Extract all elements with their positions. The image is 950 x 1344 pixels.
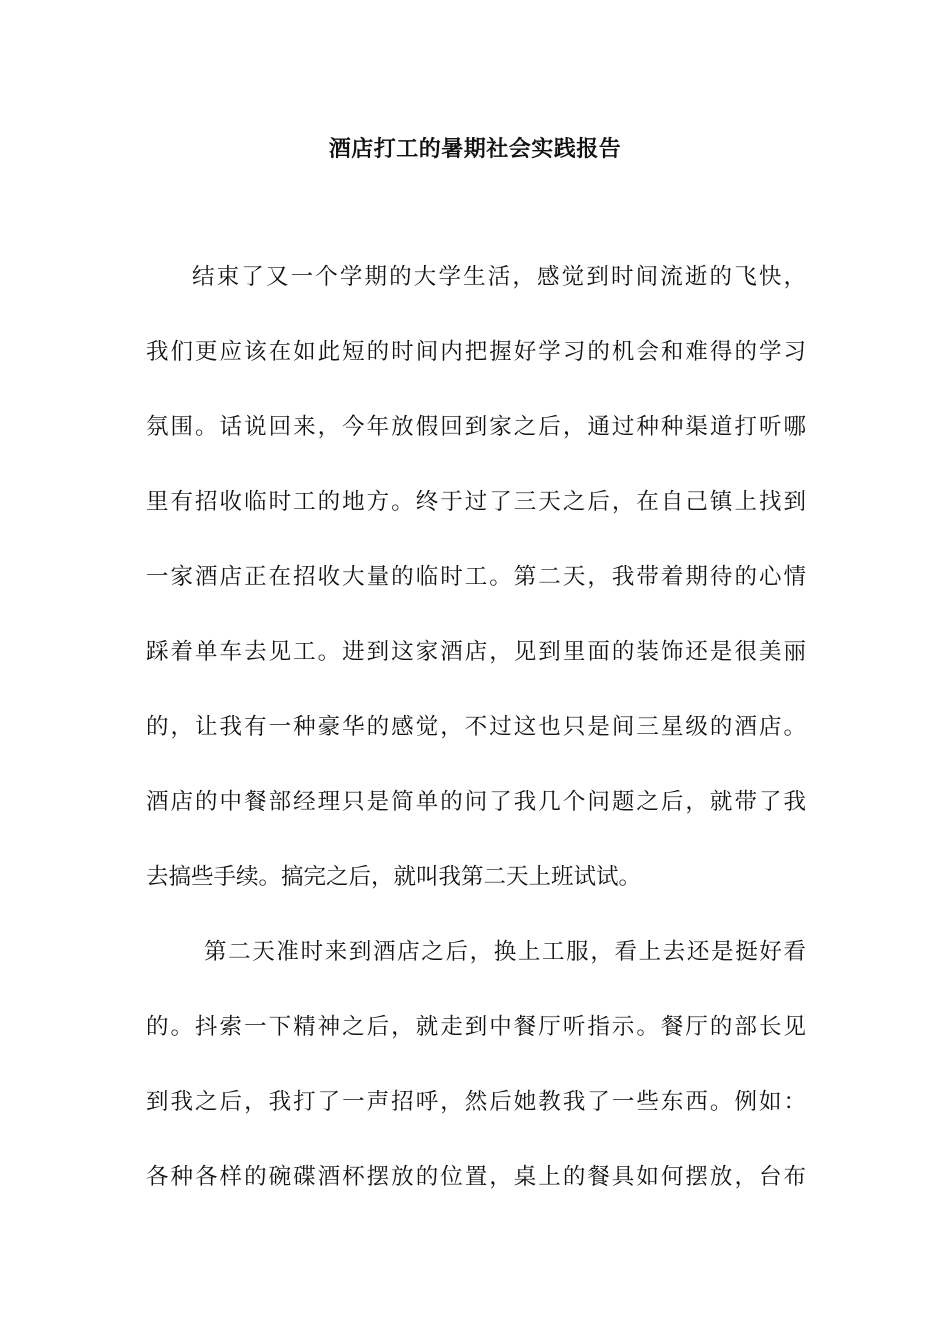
paragraph-1-line-9: 去搞些手续。搞完之后，就叫我第二天上班试试。: [146, 864, 642, 890]
paragraph-1-line-3: 氛围。话说回来，今年放假回到家之后，通过种种渠道打听哪: [146, 414, 806, 440]
paragraph-1-line-6: 踩着单车去见工。进到这家酒店，见到里面的装饰还是很美丽: [146, 639, 806, 665]
paragraph-2-line-1: 第二天准时来到酒店之后，换上工服，看上去还是挺好看: [204, 939, 806, 965]
paragraph-1-line-4: 里有招收临时工的地方。终于过了三天之后，在自己镇上找到: [146, 489, 806, 515]
paragraph-2-line-2: 的。抖索一下精神之后，就走到中餐厅听指示。餐厅的部长见: [146, 1014, 806, 1040]
paragraph-1-line-8: 酒店的中餐部经理只是简单的问了我几个问题之后，就带了我: [146, 789, 806, 815]
document-title: 酒店打工的暑期社会实践报告: [328, 136, 622, 162]
paragraph-1-line-1: 结束了又一个学期的大学生活，感觉到时间流逝的飞快，: [192, 264, 806, 290]
paragraph-1-line-2: 我们更应该在如此短的时间内把握好学习的机会和难得的学习: [146, 339, 806, 365]
paragraph-1-line-5: 一家酒店正在招收大量的临时工。第二天，我带着期待的心情: [146, 564, 806, 590]
paragraph-2-line-4: 各种各样的碗碟酒杯摆放的位置，桌上的餐具如何摆放，台布: [146, 1164, 806, 1190]
paragraph-1-line-7: 的，让我有一种豪华的感觉，不过这也只是间三星级的酒店。: [146, 714, 806, 740]
document-body: [146, 255, 806, 1230]
paragraph-2-line-3: 到我之后，我打了一声招呼，然后她教我了一些东西。例如：: [146, 1089, 806, 1115]
